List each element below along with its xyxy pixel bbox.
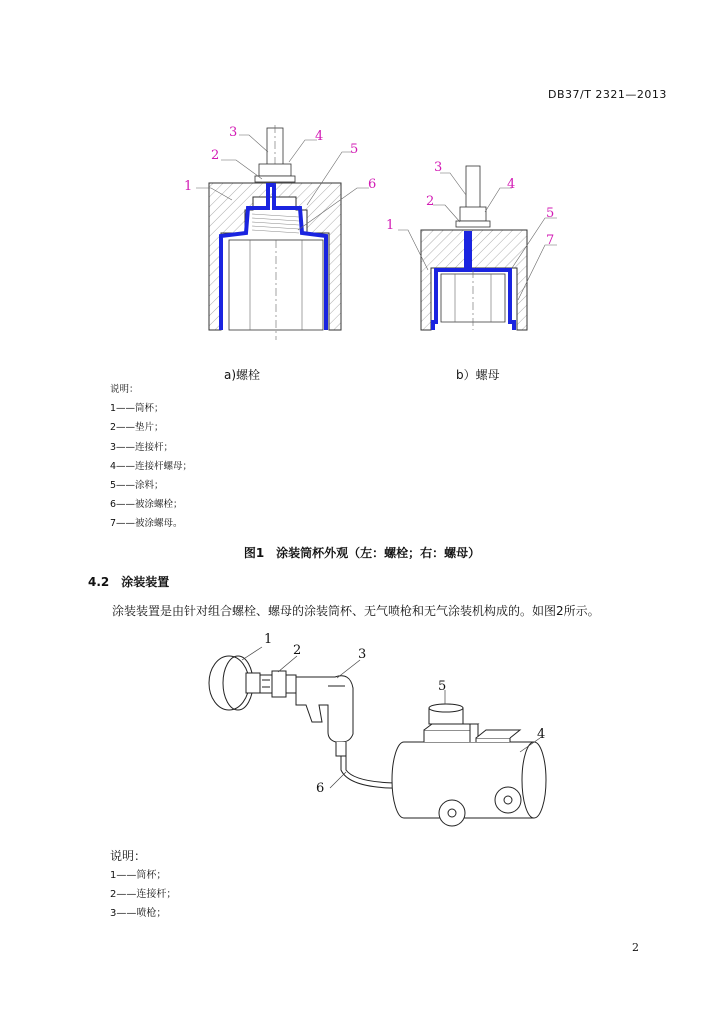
fig1-left-number-6: 6 <box>368 177 377 192</box>
fig1-legend-item: 2——垫片； <box>110 422 164 434</box>
section-paragraph: 涂装装置是由针对组合螺栓、螺母的涂装筒杯、无气喷枪和无气涂装机构成的。如图2所示。 <box>112 604 600 618</box>
bolt-cup-drawing <box>196 125 369 340</box>
fig1-legend-item: 5——涂料； <box>110 480 164 492</box>
fig2-number-5: 5 <box>438 679 447 694</box>
fig1-legend-item: 3——连接杆； <box>110 441 174 453</box>
fig2-number-4: 4 <box>537 727 546 742</box>
nut-cup-drawing <box>398 166 557 330</box>
fig1-legend-item: 6——被涂螺栓； <box>110 499 183 511</box>
fig1-right-caption: b）螺母 <box>456 368 500 382</box>
fig1-legend-item: 7——被涂螺母。 <box>110 518 183 530</box>
fig1-left-number-4: 4 <box>315 129 324 144</box>
fig1-left-number-2: 2 <box>211 148 220 163</box>
fig1-right-number-7: 7 <box>546 233 555 248</box>
fig1-left-caption: a)螺栓 <box>224 368 261 382</box>
fig1-legend-title: 说明： <box>110 384 139 395</box>
fig1-right-number-2: 2 <box>426 194 435 209</box>
page-number: 2 <box>632 941 639 954</box>
section-heading: 4.2 涂装装置 <box>88 575 170 589</box>
fig2-number-2: 2 <box>293 643 302 658</box>
fig2-number-6: 6 <box>316 781 325 796</box>
fig1-right-number-4: 4 <box>507 177 516 192</box>
fig1-right-number-5: 5 <box>546 206 555 221</box>
fig2-legend-item: 2——连接杆； <box>110 889 177 900</box>
fig1-left-number-5: 5 <box>350 142 359 157</box>
fig1-right-number-3: 3 <box>434 160 443 175</box>
figure1-title: 图1 涂装筒杯外观（左：螺栓；右：螺母） <box>243 546 481 560</box>
figure2-drawing <box>0 620 724 850</box>
fig1-legend-item: 4——连接杆螺母； <box>110 460 193 472</box>
fig1-left-number-3: 3 <box>229 125 238 140</box>
fig2-legend-item: 3——喷枪； <box>110 908 167 919</box>
figure1-drawing <box>0 0 724 370</box>
fig1-legend <box>110 380 192 534</box>
fig1-left-number-1: 1 <box>184 179 193 194</box>
document-code: DB37/T 2321—2013 <box>548 88 667 101</box>
fig2-legend <box>110 847 176 923</box>
fig1-legend-item: 1——筒杯； <box>110 403 164 415</box>
fig2-number-3: 3 <box>358 647 367 662</box>
fig1-right-number-1: 1 <box>386 218 395 233</box>
fig2-legend-item: 1——筒杯； <box>110 870 167 881</box>
fig2-legend-title: 说明： <box>110 849 147 863</box>
fig2-number-1: 1 <box>264 632 273 647</box>
